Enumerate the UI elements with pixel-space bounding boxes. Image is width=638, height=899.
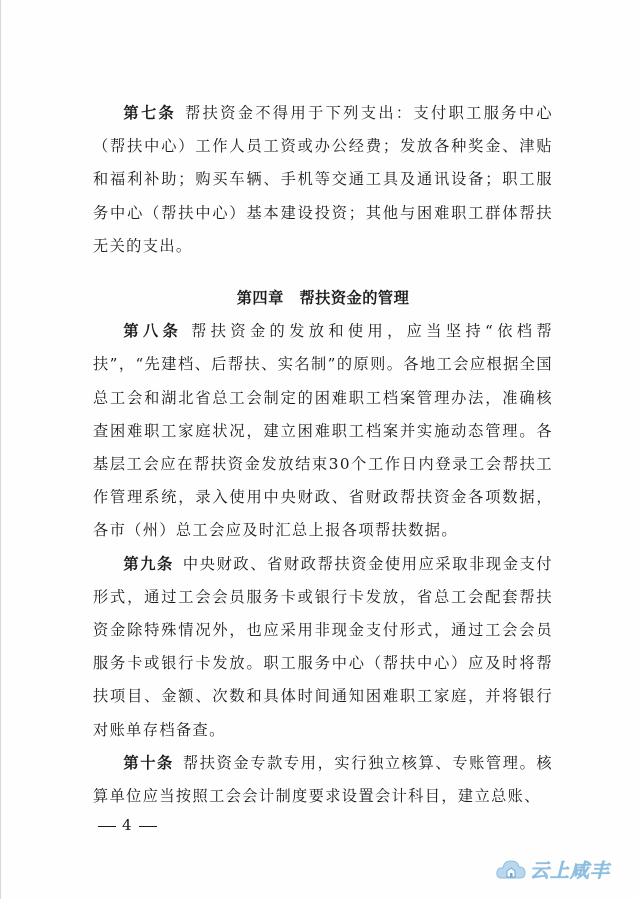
article-8 — [93, 315, 553, 547]
chapter-4-title: 第四章 帮扶资金的管理 — [236, 289, 410, 308]
article-8-lead: 第八条 — [123, 322, 183, 341]
article-10-text: 帮扶资金专款专用，实行独立核算、专账管理。核算单位应当按照工会会计制度要求设置会计科目，建立总账、 — [93, 753, 553, 806]
article-7-lead: 第七条 — [123, 104, 177, 122]
page-number-value: 4 — [122, 816, 133, 834]
article-9-lead: 第九条 — [123, 554, 174, 573]
page-number-dash-right — [139, 826, 157, 827]
document-body — [93, 97, 553, 813]
article-9 — [93, 548, 553, 747]
article-8-text: 帮扶资金的发放和使用，应当坚持“依档帮扶”，“先建档、后帮扶、实名制”的原则。各地工会应根据全国总工会和湖北省总工会制定的困难职工档案管理办法，准确核查困难职工家庭状况，建立困难职工档案并实施动态管理。各基层工会应在帮扶资金发放结束30个工作日内登录工会帮扶工作管理系统，录入使用中央财政、省财政帮扶资金各项数据，各市（州）总工会应及时汇总上报各项帮扶数据。 — [93, 322, 553, 540]
article-10-lead: 第十条 — [123, 753, 174, 772]
article-9-text: 中央财政、省财政帮扶资金使用应采取非现金支付形式，通过工会会员服务卡或银行卡发放，省总工会配套帮扶资金除特殊情况外，也应采用非现金支付形式，通过工会会员服务卡或银行卡发放。职工服务中心（帮扶中心）应及时将帮扶项目、金额、次数和具体时间通知困难职工家庭，并将银行对账单存档备查。 — [93, 554, 553, 739]
cloud-house-icon — [496, 856, 526, 882]
watermark-text: 云上咸丰 — [530, 859, 611, 882]
article-7 — [93, 97, 553, 263]
page-number-dash-left — [98, 826, 116, 827]
article-10 — [93, 747, 553, 813]
watermark-logo — [496, 854, 626, 884]
article-7-text: 帮扶资金不得用于下列支出：支付职工服务中心（帮扶中心）工作人员工资或办公经费；发放各种奖金、津贴和福利补助；购买车辆、手机等交通工具及通讯设备；职工服务中心（帮扶中心）基本建设投资；其他与困难职工群体帮扶无关的支出。 — [93, 104, 553, 255]
page-number — [92, 816, 163, 834]
